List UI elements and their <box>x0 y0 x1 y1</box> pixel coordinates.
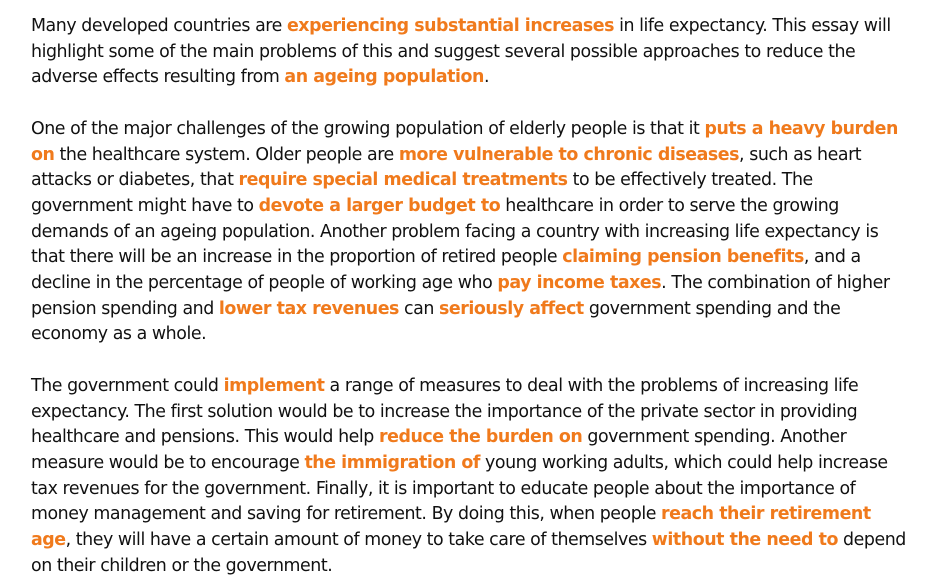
highlighted-phrase: lower tax revenues <box>218 298 399 319</box>
highlighted-phrase: devote a larger budget to <box>258 195 501 216</box>
text-segment: , they will have a certain amount of money to take care of themselves <box>65 530 652 551</box>
text-segment: can <box>398 298 439 319</box>
text-segment: to be effectively treated. The government might have to <box>31 170 813 216</box>
highlighted-phrase: claiming pension benefits <box>562 247 804 268</box>
highlighted-phrase: reach their retirement age <box>31 504 871 551</box>
highlighted-phrase: more vulnerable to chronic diseases <box>398 144 740 165</box>
highlighted-phrase: experiencing substantial increases <box>286 16 615 36</box>
highlighted-phrase: implement <box>223 375 325 396</box>
paragraph-problems <box>31 117 913 348</box>
text-segment: government spending. Another measure would be to encourage <box>31 427 847 473</box>
text-segment: The government could <box>31 375 224 396</box>
text-segment: . The combination of higher pension spending and <box>31 273 890 319</box>
highlighted-phrase: seriously affect <box>439 298 584 319</box>
paragraph-introduction <box>31 14 913 91</box>
text-segment: in life expectancy. This essay will highlight some of the main problems of this and suggest several possible approaches to reduce the adverse effects resulting from <box>31 16 891 88</box>
text-segment: One of the major challenges of the growing population of elderly people is that it <box>31 118 705 139</box>
text-segment: depend on their children or the government. <box>31 530 906 576</box>
text-segment: a range of measures to deal with the problems of increasing life expectancy. The first solution would be to increase the importance of the private sector in providing healthcare and pensions. This would help <box>31 375 859 448</box>
highlighted-phrase: pay income taxes <box>497 273 662 294</box>
text-segment: healthcare in order to serve the growing demands of an ageing population. Another problem facing a country with increasing life expectancy is that there will be an increase in the proportion of retired people <box>31 195 879 268</box>
highlighted-phrase: without the need to <box>651 530 838 551</box>
text-segment: , and a decline in the percentage of people of working age who <box>31 247 861 294</box>
highlighted-phrase: puts a heavy burden on <box>31 118 898 165</box>
text-segment: Many developed countries are <box>31 16 287 36</box>
highlighted-phrase: the immigration of <box>304 452 480 473</box>
highlighted-phrase: reduce the burden on <box>378 427 583 448</box>
text-segment: . <box>483 67 490 88</box>
text-segment: government spending and the economy as a whole. <box>31 298 841 345</box>
highlighted-phrase: an ageing population <box>284 67 484 88</box>
paragraph-solutions <box>31 374 913 580</box>
text-segment: the healthcare system. Older people are <box>54 144 399 165</box>
text-segment: , such as heart attacks or diabetes, that <box>31 144 862 191</box>
text-segment: young working adults, which could help increase tax revenues for the government. Finally, it is important to educate people about the importance of money management and saving for retirement. By doing this, when people <box>31 452 888 525</box>
highlighted-phrase: require special medical treatments <box>238 170 568 191</box>
